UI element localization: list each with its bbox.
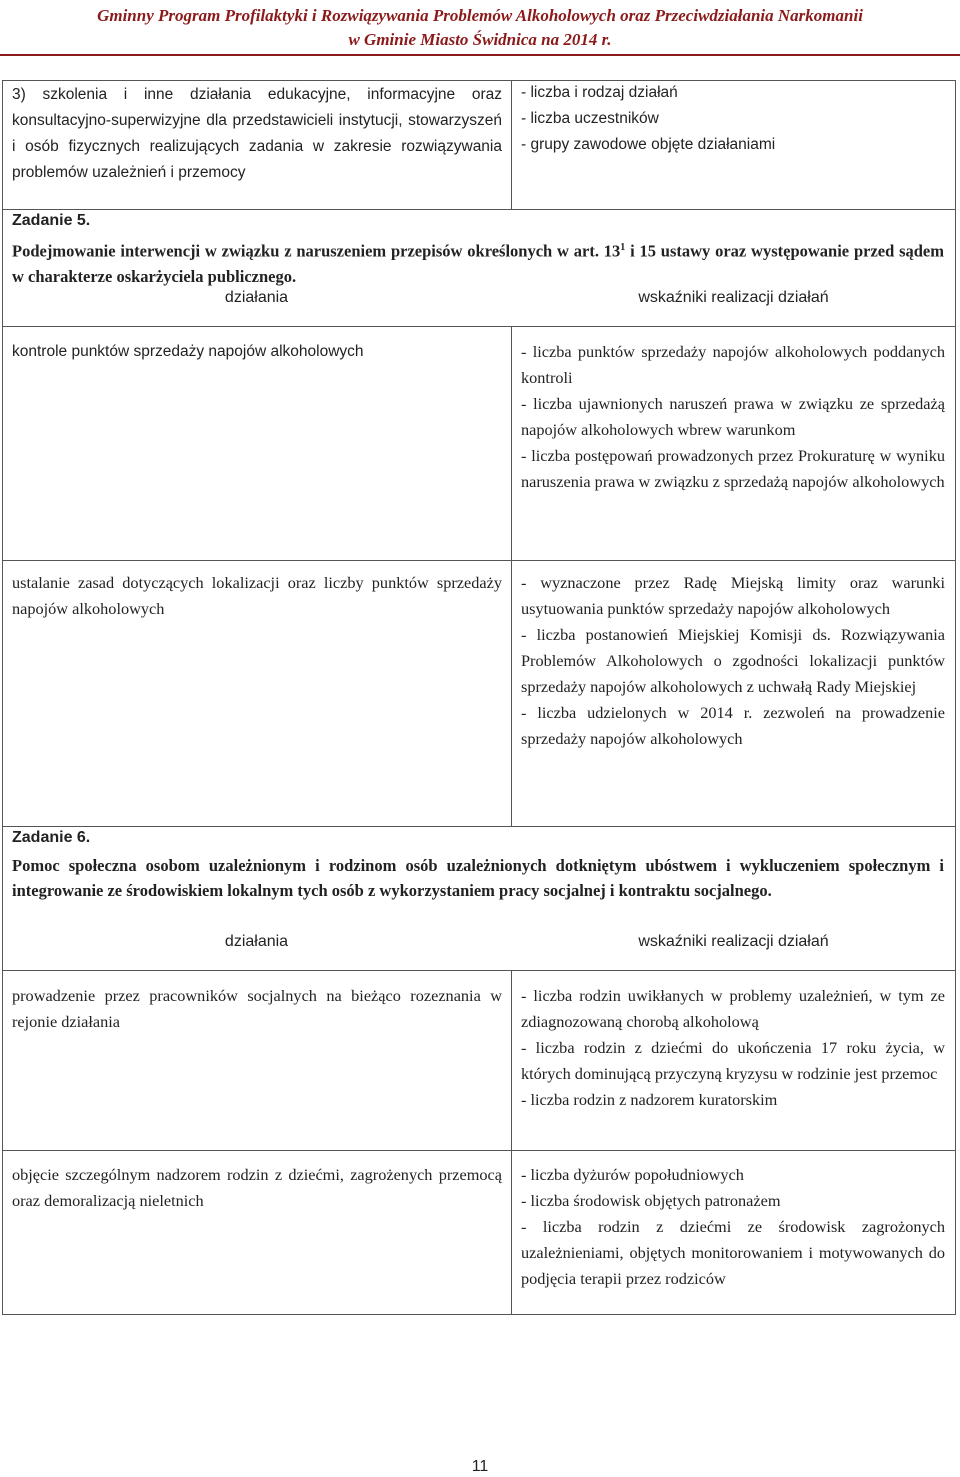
task6-header-rule	[2, 970, 956, 971]
top-row-indicators	[521, 80, 945, 158]
indicator: - liczba ujawnionych naruszeń prawa w związku ze sprzedażą napojów alkoholowych wbrew warunkom	[521, 394, 945, 439]
task6-row-rule	[2, 1150, 956, 1151]
header-rule	[0, 54, 960, 56]
task5-row1-indicators	[521, 339, 945, 495]
indicator: - liczba udzielonych w 2014 r. zezwoleń na prowadzenie sprzedaży napojów alkoholowych	[521, 703, 945, 748]
task6-label: Zadanie 6.	[12, 829, 91, 846]
top-row-indicator: - liczba i rodzaj działań	[521, 84, 678, 101]
indicator: - wyznaczone przez Radę Miejską limity oraz warunki usytuowania punktów sprzedaży napojów alkoholowych	[521, 573, 945, 618]
task5-row2-action	[12, 570, 502, 622]
action-text: kontrole punktów sprzedaży napojów alkoholowych	[12, 343, 364, 360]
action-text: objęcie szczególnym nadzorem rodzin z dziećmi, zagrożenych przemocą oraz demoralizacją nieletnich	[12, 1165, 502, 1210]
task5-title	[12, 235, 944, 289]
task6-col-actions: działania	[224, 933, 289, 950]
indicator: - liczba środowisk objętych patronażem	[521, 1191, 781, 1210]
task5-title-part-b: i 15 ustawy oraz występowanie przed sądem w charakterze oskarżyciela publicznego.	[12, 241, 944, 286]
task6-col-divider	[511, 970, 512, 1314]
indicator: - liczba rodzin uwikłanych w problemy uzależnień, w tym ze zdiagnozowaną chorobą alkoholową	[521, 986, 945, 1031]
task5-row2-indicators	[521, 570, 945, 752]
top-row-action-text: 3) szkolenia i inne działania edukacyjne, informacyjne oraz konsultacyjno-superwizyjne dla przedstawicieli instytucji, stowarzyszeń i osób fizycznych realizujących zadania w zakresie rozwiązywania problemów uzależnień i przemocy	[12, 86, 502, 181]
indicator: - liczba punktów sprzedaży napojów alkoholowych poddanych kontroli	[521, 342, 945, 387]
indicator: - liczba postępowań prowadzonych przez Prokuraturę w wyniku naruszenia prawa w związku z sprzedażą napojów alkoholowych	[521, 446, 945, 491]
indicator: - liczba rodzin z dziećmi do ukończenia 17 roku życia, w których dominującą przyczyną kryzysu w rodzinie jest przemoc	[521, 1038, 945, 1083]
task5-row1-action	[12, 339, 502, 365]
header-line-2: w Gminie Miasto Świdnica na 2014 r.	[348, 30, 612, 49]
top-row-indicator: - grupy zawodowe objęte działaniami	[521, 136, 776, 153]
top-row-bottom-rule	[2, 209, 956, 210]
task6-row2-indicators	[521, 1162, 945, 1292]
page-number: 11	[471, 1458, 489, 1475]
indicator: - liczba dyżurów popołudniowych	[521, 1165, 744, 1184]
task5-header-rule	[2, 326, 956, 327]
task5-label: Zadanie 5.	[12, 212, 91, 229]
top-row-divider	[511, 80, 512, 209]
task5-col-indicators: wskaźniki realizacji działań	[638, 289, 829, 306]
task5-row-rule	[2, 560, 956, 561]
task5-bottom-rule	[2, 826, 956, 827]
top-row-indicator: - liczba uczestników	[521, 110, 659, 127]
task6-row1-action	[12, 983, 502, 1035]
indicator: - liczba postanowień Miejskiej Komisji ds. Rozwiązywania Problemów Alkoholowych o zgodności lokalizacji punktów sprzedaży napojów alkoholowych z uchwałą Rady Miejskiej	[521, 625, 945, 696]
task6-title: Pomoc społeczna osobom uzależnionym i rodzinom osób uzależnionych dotkniętym ubóstwem i wykluczeniem społecznym i integrowanie ze środowiskiem lokalnym tych osób z wykorzystaniem pracy socjalnej i kontraktu socjalnego.	[12, 856, 944, 900]
indicator: - liczba rodzin z nadzorem kuratorskim	[521, 1090, 778, 1109]
task6-row1-indicators	[521, 983, 945, 1113]
action-text: prowadzenie przez pracowników socjalnych na bieżąco rozeznania w rejonie działania	[12, 986, 502, 1031]
task5-col-actions: działania	[224, 289, 289, 306]
task6-row2-action	[12, 1162, 502, 1214]
task6-col-indicators: wskaźniki realizacji działań	[638, 933, 829, 950]
task5-title-sup: 1	[620, 242, 626, 253]
top-row-action	[12, 82, 502, 186]
header-line-1: Gminny Program Profilaktyki i Rozwiązywania Problemów Alkoholowych oraz Przeciwdziałania Narkomanii	[97, 6, 863, 25]
task5-col-divider	[511, 326, 512, 826]
indicator: - liczba rodzin z dziećmi ze środowisk zagrożonych uzależnieniami, objętych monitorowaniem i motywowanych do podjęcia terapii przez rodziców	[521, 1217, 945, 1288]
task5-title-part-a: Podejmowanie interwencji w związku z naruszeniem przepisów określonych w art. 13	[12, 241, 621, 261]
page-header	[0, 4, 960, 52]
action-text: ustalanie zasad dotyczących lokalizacji oraz liczby punktów sprzedaży napojów alkoholowych	[12, 573, 502, 618]
